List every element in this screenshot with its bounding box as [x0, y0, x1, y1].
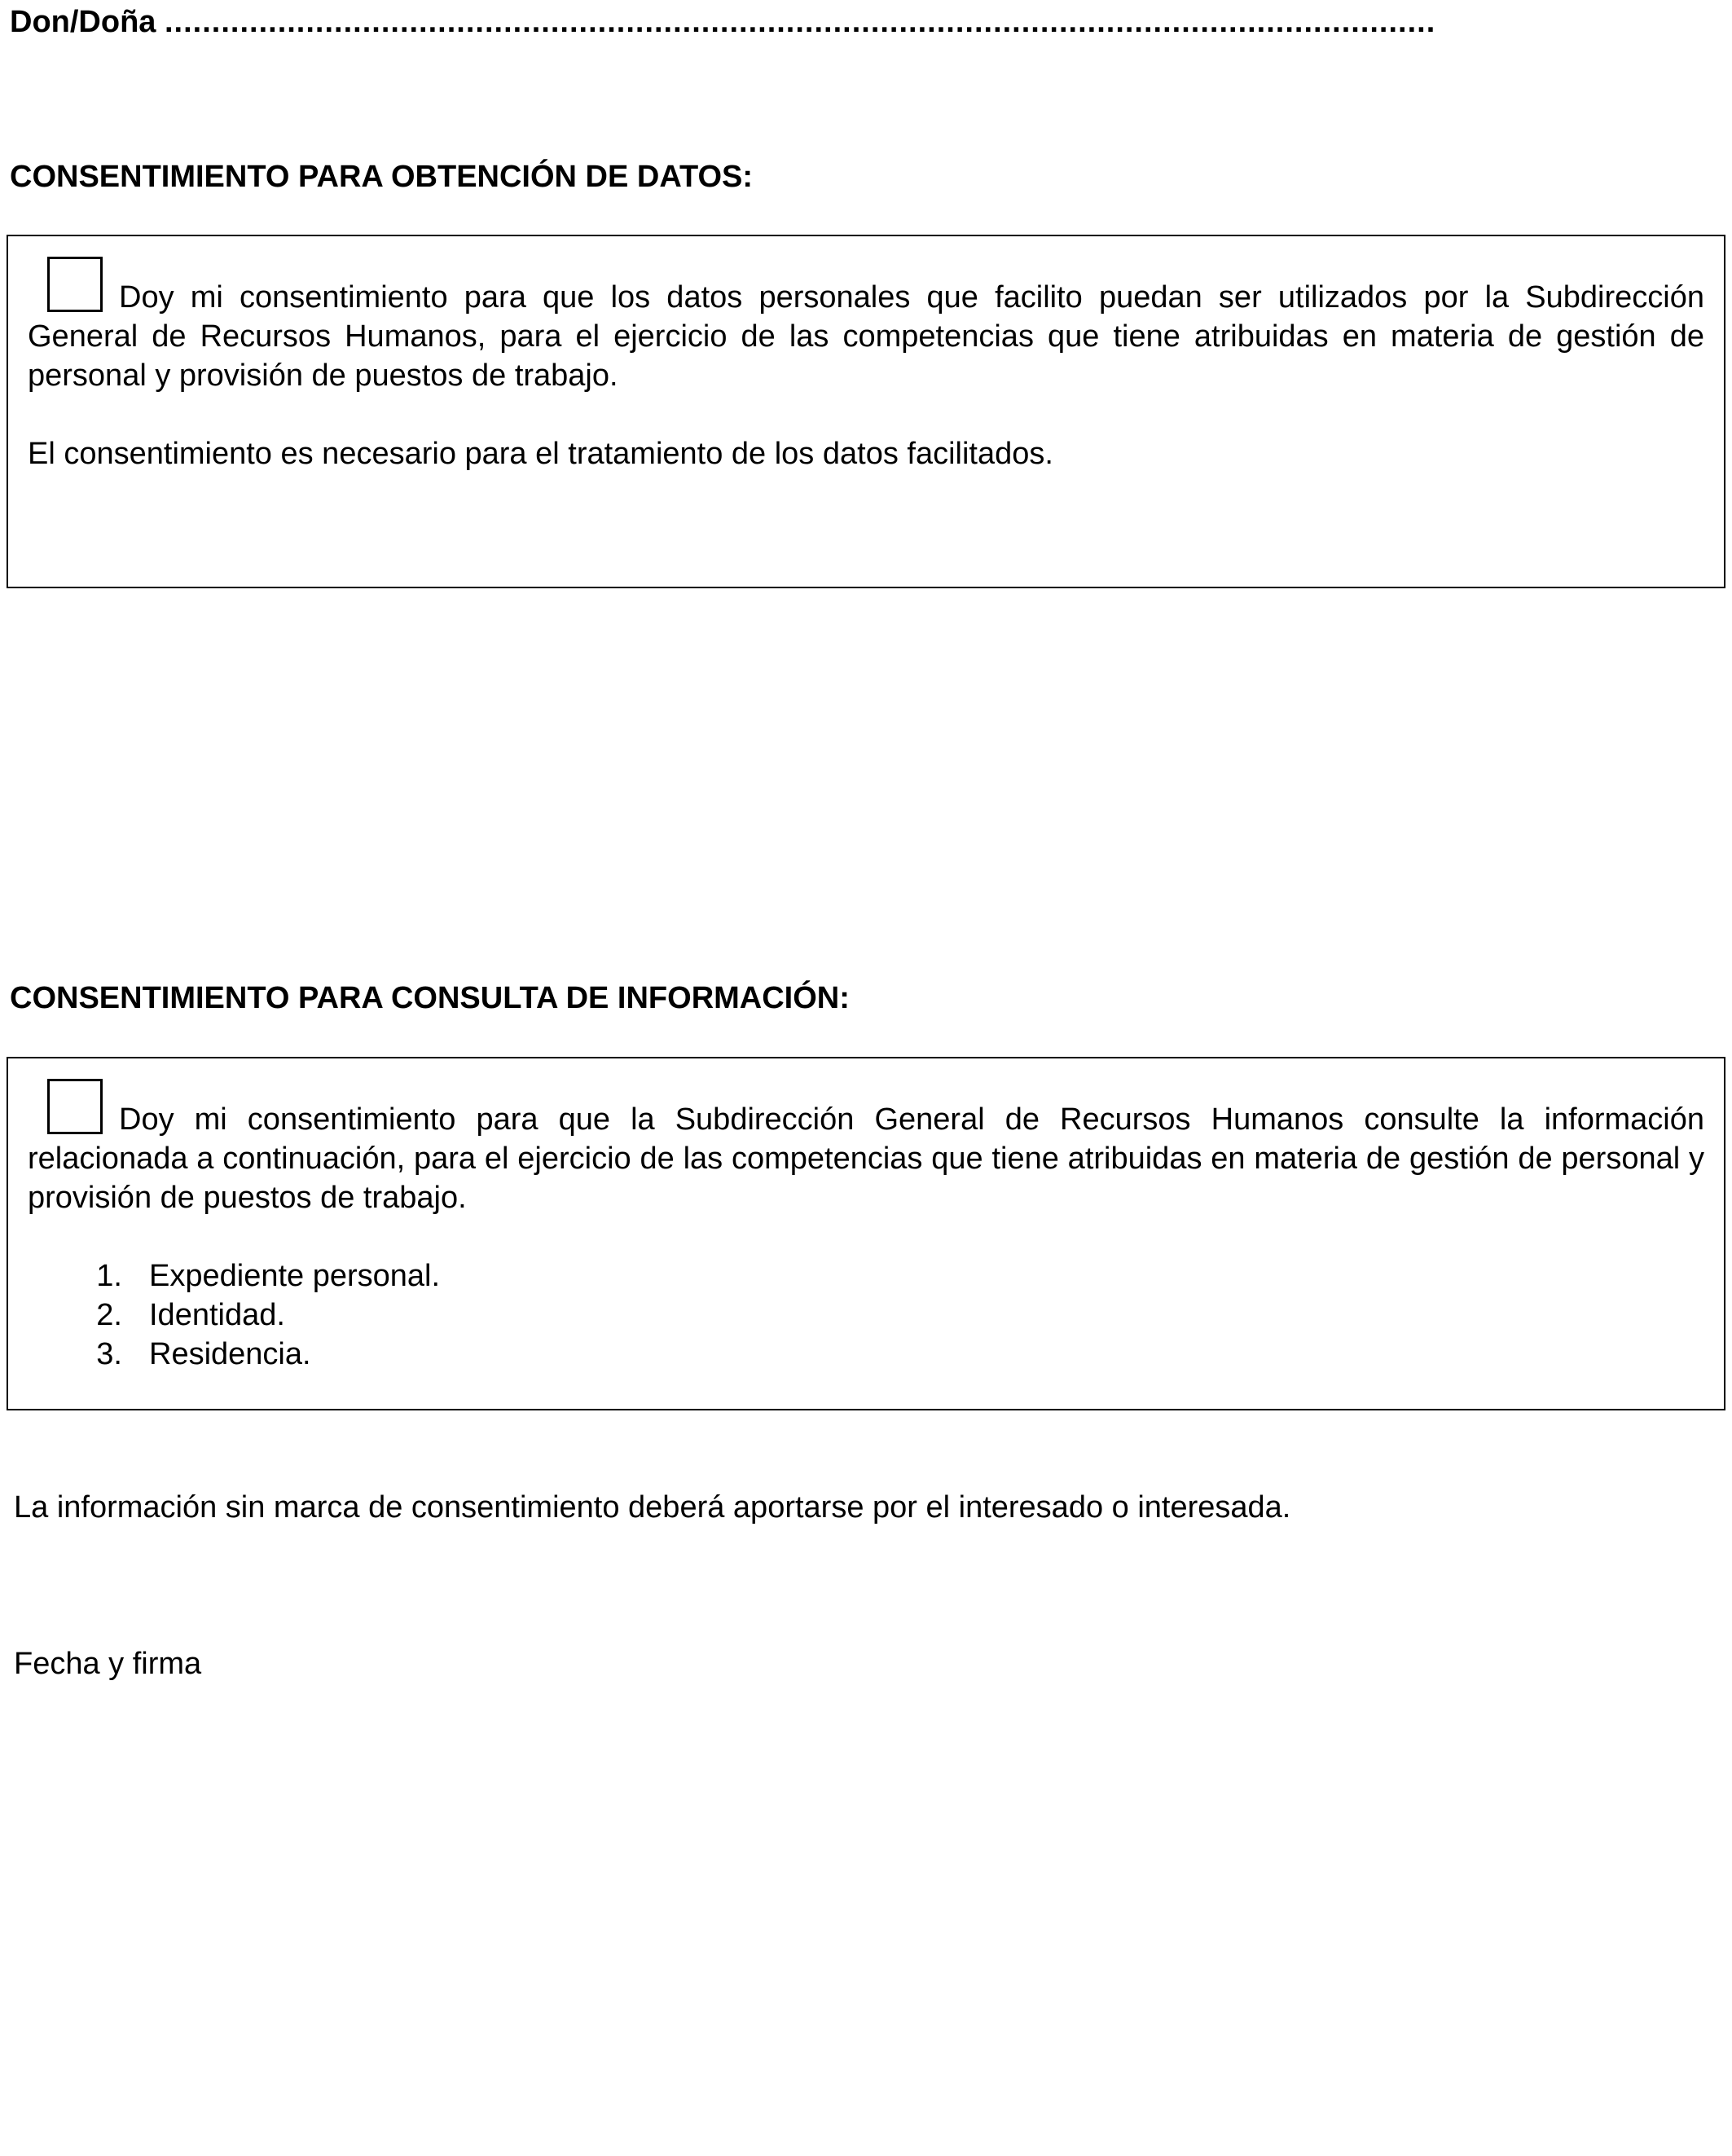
info-consent-box [7, 1057, 1725, 1410]
section-heading-data-consent: CONSENTIMIENTO PARA OBTENCIÓN DE DATOS: [10, 160, 754, 194]
info-consent-text: Doy mi consentimiento para que la Subdirección General de Recursos Humanos consulte la información relacionada a continuación, para el ejercicio de las competencias que tiene atribuidas en materia de gestión de personal y provisión de puestos de trabajo. [28, 1102, 1704, 1215]
list-item-number: 1. [96, 1259, 122, 1293]
data-consent-note: El consentimiento es necesario para el tratamiento de los datos facilitados. [28, 437, 1053, 471]
list-item-text: Expediente personal. [149, 1259, 441, 1293]
list-item [28, 1296, 1704, 1335]
list-item-number: 3. [96, 1337, 122, 1371]
name-line[interactable] [10, 2, 1712, 42]
date-signature-label: Fecha y firma [14, 1647, 202, 1681]
section-heading-info-consent: CONSENTIMIENTO PARA CONSULTA DE INFORMACIÓN: [10, 981, 850, 1015]
list-item-number: 2. [96, 1298, 122, 1332]
data-consent-text: Doy mi consentimiento para que los datos personales que facilito puedan ser utilizados por la Subdirección General de Recursos Humanos, para el ejercicio de las competencias que tiene atribuidas en materia de gestión de personal y provisión de puestos de trabajo. [28, 280, 1704, 393]
name-dotted-line: ....................................................................................................................................... [165, 5, 1436, 39]
data-consent-checkbox[interactable] [47, 257, 103, 312]
list-item-text: Residencia. [149, 1337, 311, 1371]
data-consent-box [7, 235, 1725, 588]
info-items-list [28, 1256, 1704, 1374]
info-consent-paragraph [28, 1079, 1704, 1217]
info-consent-checkbox[interactable] [47, 1079, 103, 1134]
list-item-text: Identidad. [149, 1298, 285, 1332]
list-item [28, 1256, 1704, 1296]
name-label: Don/Doña [10, 5, 156, 39]
unmarked-info-note: La información sin marca de consentimiento deberá aportarse por el interesado o interesada. [14, 1490, 1291, 1525]
data-consent-paragraph [28, 257, 1704, 395]
list-item [28, 1335, 1704, 1374]
